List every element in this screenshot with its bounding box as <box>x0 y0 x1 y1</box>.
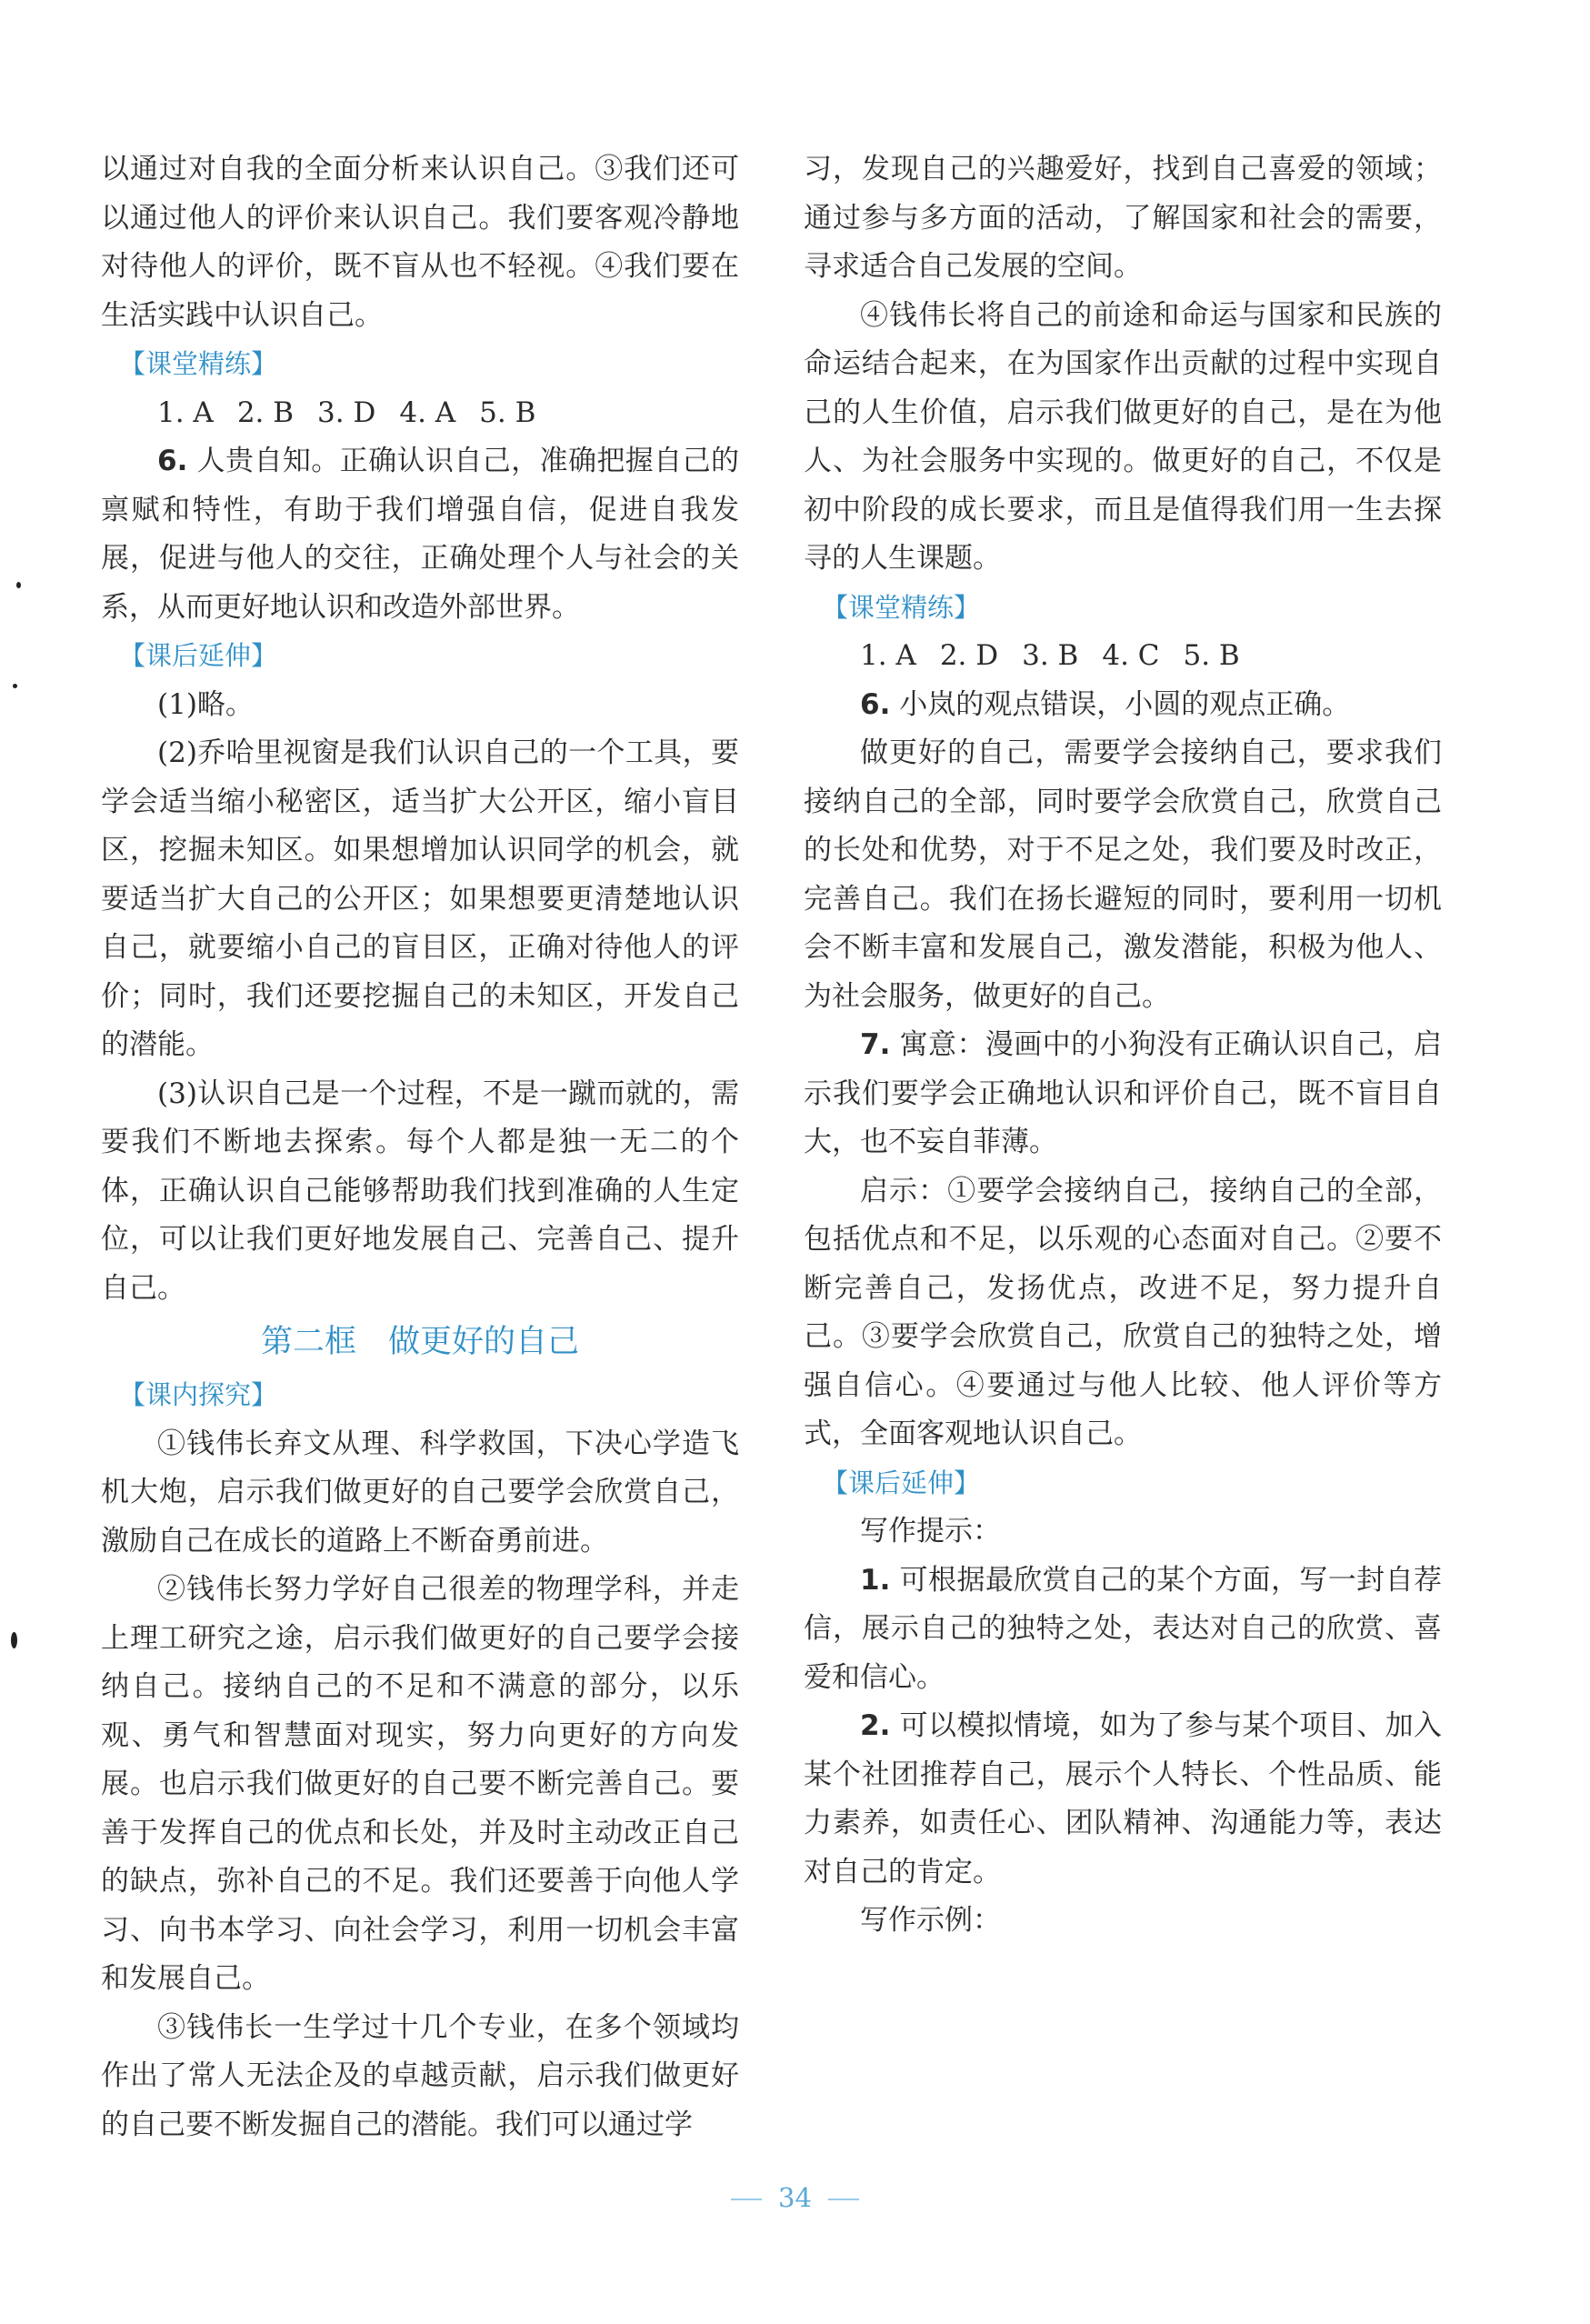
answer-item: 5. B <box>479 396 536 429</box>
tip-1-text: 可根据最欣赏自己的某个方面，写一封自荐信，展示自己的独特之处，表达对自己的欣赏、喜爱和信心。 <box>804 1563 1442 1694</box>
section-label-ketang-jinglian: 【课堂精练】 <box>822 591 981 623</box>
exploration-2: ②钱伟长努力学好自己很差的物理学科，并走上理工研究之途，启示我们做更好的自己要学会接纳自己。接纳自己的不足和不满意的部分，以乐观、勇气和智慧面对现实，努力向更好的方向发展。也启示我们做更好的自己要不断完善自己。要善于发挥自己的优点和长处，并及时主动改正自己的缺点，弥补自己的不足。我们还要善于向他人学习、向书本学习、向社会学习，利用一切机会丰富和发展自己。 <box>101 1573 739 1995</box>
section-label-kehou-yanshen: 【课后延伸】 <box>822 1467 981 1498</box>
answer-item: 3. B <box>1022 639 1079 672</box>
paragraph-continued: 习，发现自己的兴趣爱好，找到自己喜爱的领域；通过参与多方面的活动，了解国家和社会的需要，寻求适合自己发展的空间。 <box>804 153 1442 283</box>
exploration-3: ③钱伟长一生学过十几个专业，在多个领域均作出了常人无法企及的卓越贡献，启示我们做更好的自己要不断发掘自己的潜能。我们可以通过学 <box>101 2010 739 2141</box>
answer-item: 4. C <box>1102 639 1160 672</box>
question-7-inspiration: 启示：①要学会接纳自己，接纳自己的全部，包括优点和不足，以乐观的心态面对自己。②要不断完善自己，发扬优点，改进不足，努力提升自己。③要学会欣赏自己，欣赏自己的独特之处，增强自信心。④要通过与他人比较、他人评价等方式，全面客观地认识自己。 <box>804 1174 1442 1450</box>
exploration-1: ①钱伟长弃文从理、科学救国，下决心学造飞机大炮，启示我们做更好的自己要学会欣赏自己，激励自己在成长的道路上不断奋勇前进。 <box>101 1427 739 1558</box>
writing-tip-1 <box>804 1557 1442 1703</box>
answer-item: 1. A <box>157 396 214 429</box>
extension-1: (1)略。 <box>157 687 254 721</box>
tip-number: 2. <box>860 1709 891 1742</box>
extension-2: (2)乔哈里视窗是我们认识自己的一个工具，要学会适当缩小秘密区，适当扩大公开区，缩小盲目区，挖掘未知区。如果想增加认识同学的机会，就要适当扩大自己的公开区；如果想要更清楚地认识自己，就要缩小自己的盲目区，正确对待他人的评价；同时，我们还要挖掘自己的未知区，开发自己的潜能。 <box>101 736 739 1061</box>
question-6-explanation: 做更好的自己，需要学会接纳自己，要求我们接纳自己的全部，同时要学会欣赏自己，欣赏自己的长处和优势，对于不足之处，我们要及时改正，完善自己。我们在扬长避短的同时，要利用一切机会不断丰富和发展自己，激发潜能，积极为他人、为社会服务，做更好的自己。 <box>804 736 1442 1013</box>
lesson-heading: 第二框 做更好的自己 <box>260 1324 579 1360</box>
question-number: 6. <box>860 687 891 721</box>
question-number: 6. <box>157 445 188 477</box>
writing-tip-2 <box>804 1702 1442 1897</box>
section-label-kehou-yanshen: 【课后延伸】 <box>119 640 278 671</box>
answer-key-row <box>860 632 1442 681</box>
answer-item: 3. D <box>317 396 376 429</box>
answer-item: 4. A <box>399 396 456 429</box>
answer-item: 5. B <box>1183 639 1240 672</box>
tip-number: 1. <box>860 1563 891 1597</box>
exploration-4: ④钱伟长将自己的前途和命运与国家和民族的命运结合起来，在为国家作出贡献的过程中实现自己的人生价值，启示我们做更好的自己，是在为他人、为社会服务中实现的。做更好的自己，不仅是初中阶段的成长要求，而且是值得我们用一生去探寻的人生课题。 <box>804 298 1442 575</box>
section-label-kenei-tanjiu: 【课内探究】 <box>119 1379 278 1410</box>
writing-tips-label: 写作提示： <box>860 1515 1001 1548</box>
answer-item: 2. B <box>236 396 295 429</box>
question-number: 7. <box>860 1028 891 1061</box>
paragraph-intro: 以通过对自我的全面分析来认识自己。③我们还可以通过他人的评价来认识自己。我们要客观冷静地对待他人的评价，既不盲从也不轻视。④我们要在生活实践中认识自己。 <box>101 153 739 332</box>
question-7-text: 寓意：漫画中的小狗没有正确认识自己，启示我们要学会正确地认识和评价自己，既不盲目自大，也不妄自菲薄。 <box>804 1028 1442 1158</box>
tip-2-text: 可以模拟情境，如为了参与某个项目、加入某个社团推荐自己，展示个人特长、个性品质、能力素养，如责任心、团队精神、沟通能力等，表达对自己的肯定。 <box>804 1709 1442 1888</box>
right-column <box>804 145 1442 1946</box>
question-6-answer <box>101 437 739 632</box>
question-7-answer <box>804 1021 1442 1167</box>
page-number: 34 <box>778 2182 812 2213</box>
extension-3: (3)认识自己是一个过程，不是一蹴而就的，需要我们不断地去探索。每个人都是独一无二的个体，正确认识自己能够帮助我们找到准确的人生定位，可以让我们更好地发展自己、完善自己、提升自己。 <box>101 1077 739 1305</box>
footer-dash-left <box>731 2199 762 2200</box>
answer-key-row <box>157 389 739 438</box>
scan-speck <box>11 1632 17 1648</box>
answer-item: 1. A <box>860 639 916 672</box>
answer-item: 2. D <box>939 639 999 672</box>
question-6-text: 人贵自知。正确认识自己，准确把握自己的禀赋和特性，有助于我们增强自信，促进自我发展，促进与他人的交往，正确处理个人与社会的关系，从而更好地认识和改造外部世界。 <box>101 445 739 624</box>
scan-speck <box>16 582 21 588</box>
left-column <box>101 145 739 2149</box>
question-6-answer <box>804 681 1442 730</box>
footer-dash-right <box>828 2199 859 2200</box>
writing-example-label: 写作示例： <box>860 1904 1001 1937</box>
scan-speck <box>13 684 17 688</box>
section-label-ketang-jinglian: 【课堂精练】 <box>119 348 278 379</box>
question-6-text: 小岚的观点错误，小圆的观点正确。 <box>899 687 1351 721</box>
page-footer <box>0 2182 1590 2213</box>
